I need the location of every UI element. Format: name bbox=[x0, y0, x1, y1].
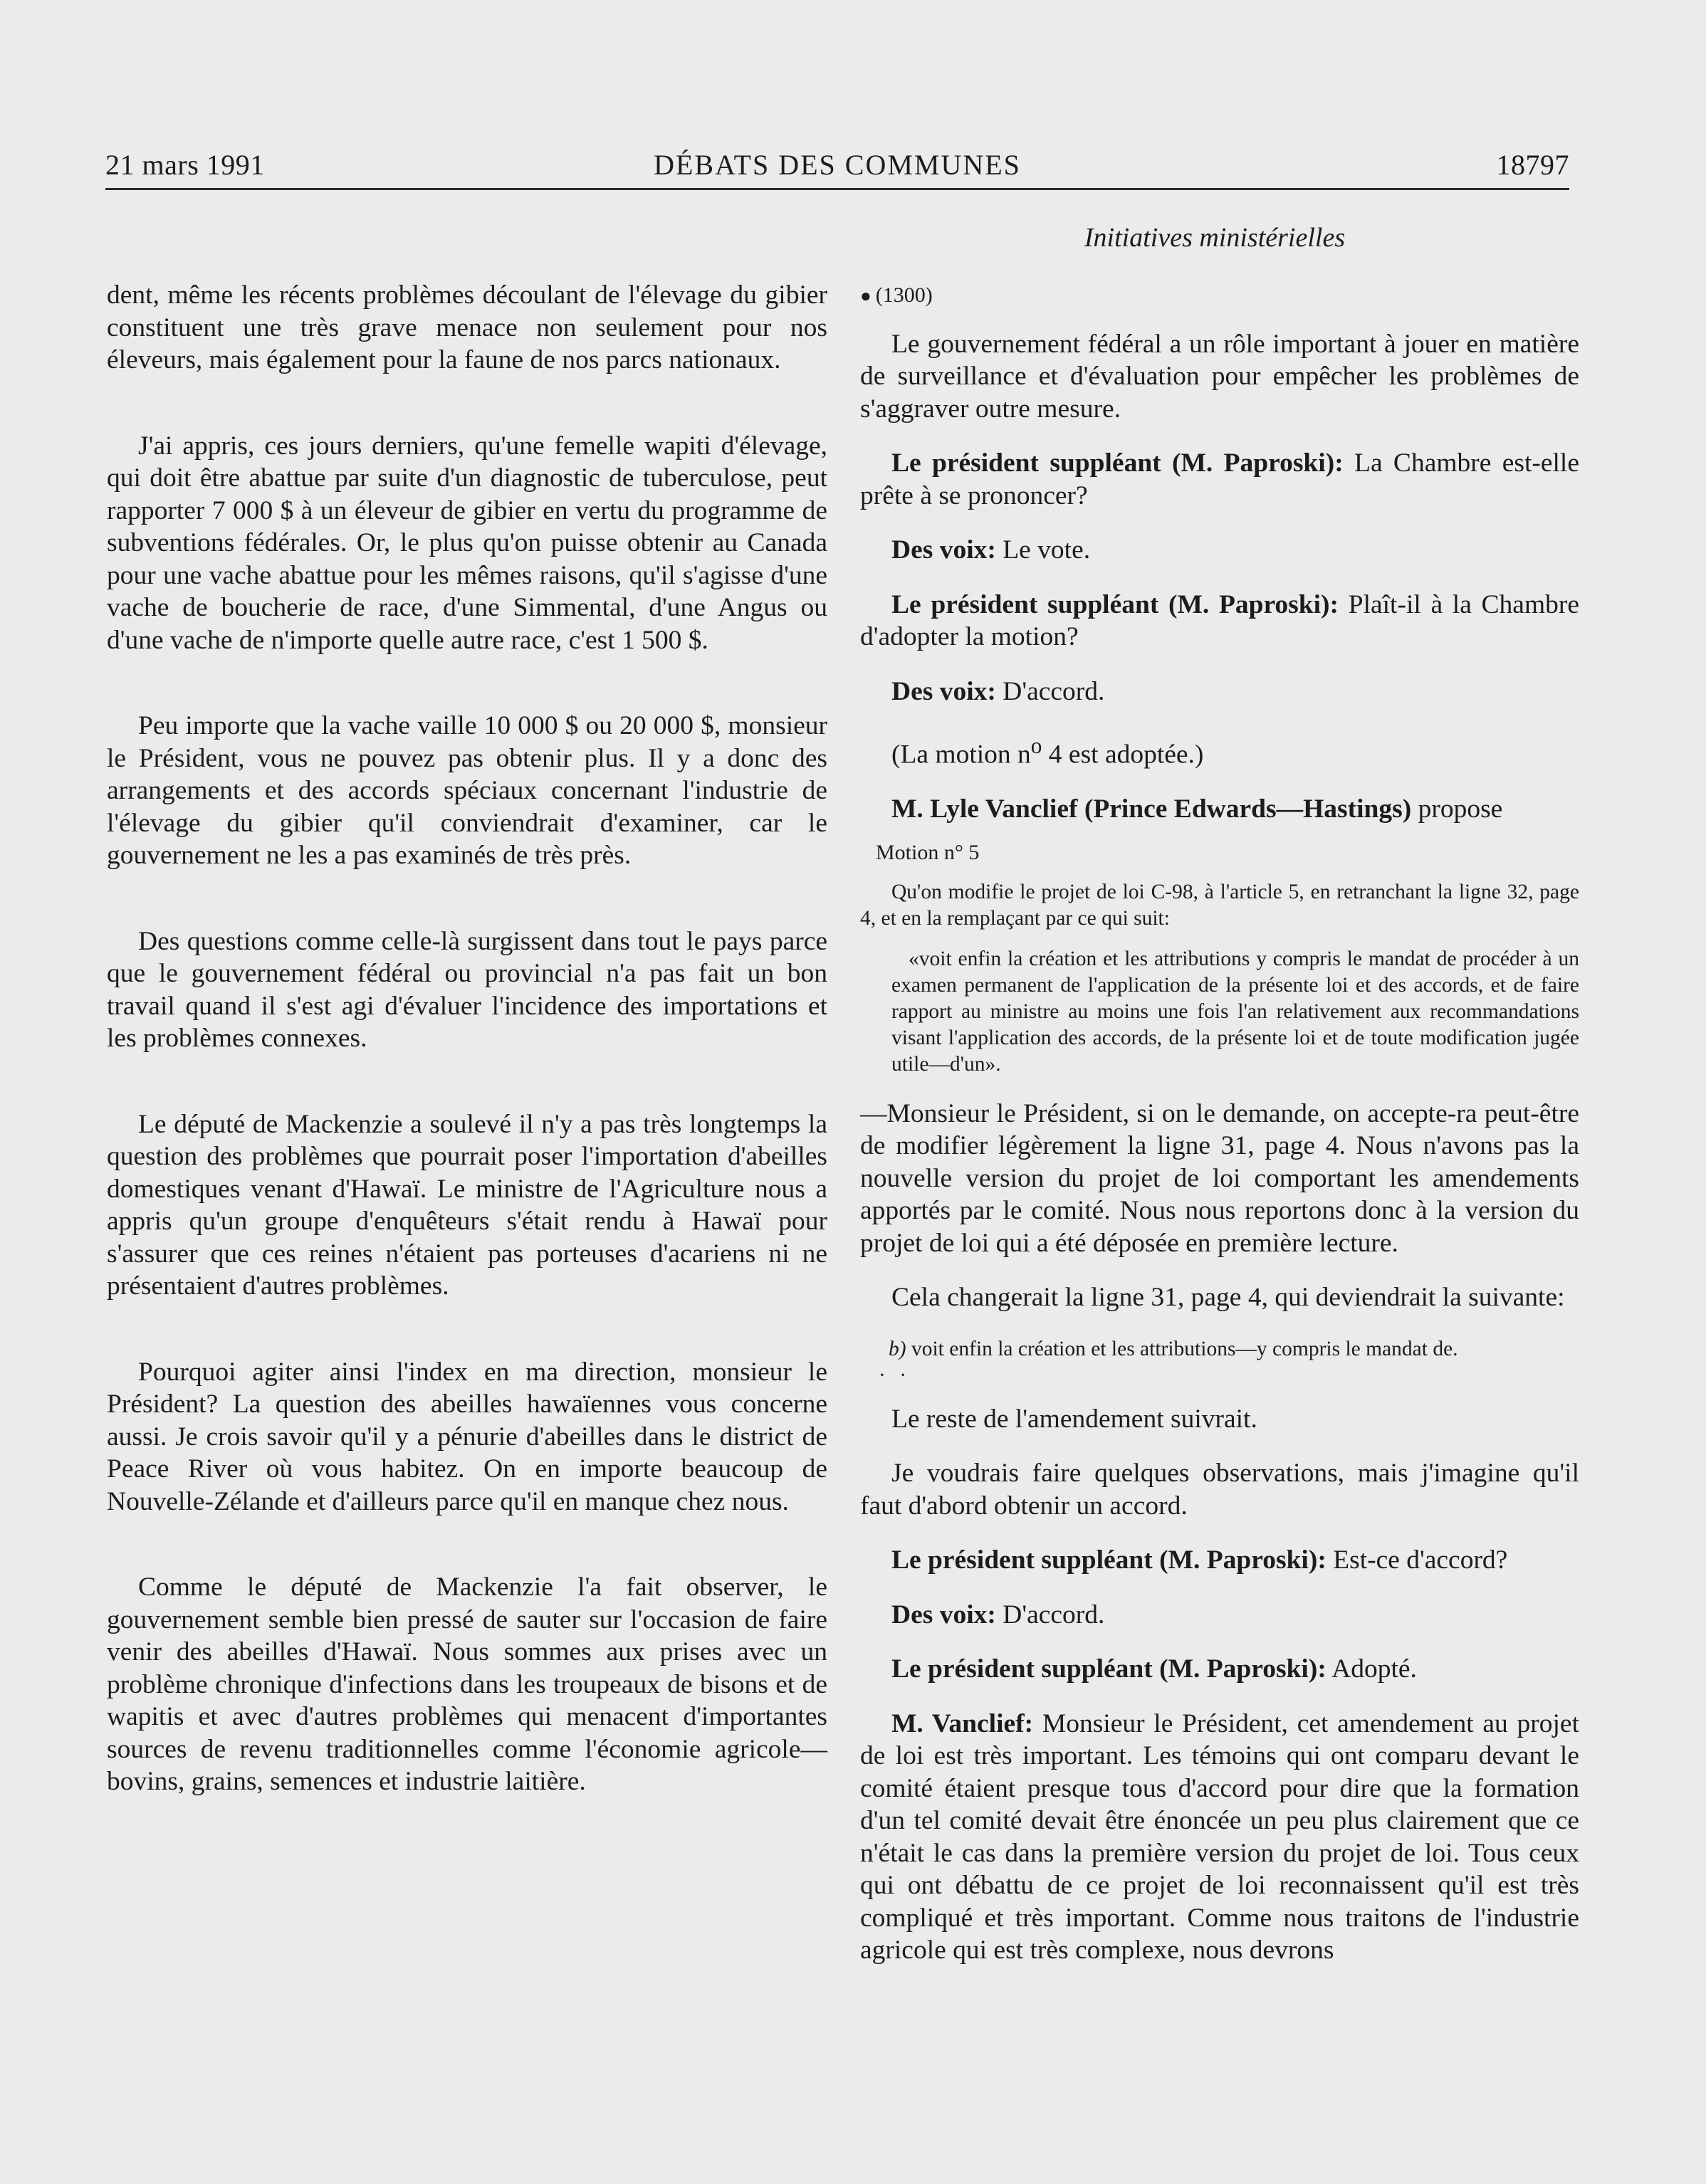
ellipsis: · · bbox=[879, 1363, 911, 1387]
speech bbox=[860, 1544, 1579, 1577]
amendment-line bbox=[860, 1336, 1579, 1389]
speech-text: Plaît-il à la Chambre d'adopter la motion? bbox=[860, 589, 1579, 651]
speech-text: Monsieur le Président, cet amendement au projet de loi est très important. Les témoins qui ont comparu devant le comité étaient presque tous d'accord pour dire que la formation d'un tel comité devait être énoncée un peu plus clairement que ce n'était le cas dans la première version du projet de loi. Tous ceux qui ont débattu de ce projet de loi reconnaissent qu'il est très compliqué et très important. Comme nous traitons de l'industrie agricole qui est très complexe, nous devrons bbox=[860, 1708, 1579, 1965]
speech-text: Le vote. bbox=[995, 535, 1091, 565]
paragraph: dent, même les récents problèmes découlant de l'élevage du gibier constituent une très grave menace non seulement pour nos éleveurs, mais également pour la faune de nos parcs nationaux. bbox=[107, 280, 827, 374]
timestamp-text: (1300) bbox=[875, 283, 933, 307]
speech-text: D'accord. bbox=[995, 1600, 1105, 1629]
speaker-name: M. Vanclief: bbox=[891, 1708, 1034, 1738]
paragraph: Le député de Mackenzie a soulevé il n'y a pas très longtemps la question des problèmes que pourrait poser l'importation d'abeilles domestiques venant d'Hawaï. Le ministre de l'Agriculture nous a appris qu'un groupe d'enquêteurs s'était rendu à Hawaï pour s'assurer que ces reines n'étaient pas porteuses d'acariens ni ne présentaient d'autres problèmes. bbox=[107, 1109, 827, 1301]
speaker-name: Des voix: bbox=[891, 535, 996, 565]
paragraph: Le reste de l'amendement suivrait. bbox=[891, 1404, 1257, 1434]
note-text: (La motion n bbox=[891, 740, 1031, 770]
speech bbox=[860, 1708, 1579, 1967]
speech-text: La Chambre est-elle prête à se prononcer? bbox=[860, 448, 1579, 510]
speech-text: D'accord. bbox=[995, 676, 1105, 706]
amendment-text: voit enfin la création et les attributions—y compris le mandat de. bbox=[906, 1337, 1458, 1360]
speech-text: Adopté. bbox=[1326, 1654, 1417, 1684]
paragraph: J'ai appris, ces jours derniers, qu'une femelle wapiti d'élevage, qui doit être abattue par suite d'un diagnostic de tuberculose, peut rapporter 7 000 $ à un éleveur de gibier en vertu du programme de subventions fédérales. Or, le plus qu'on puisse obtenir au Canada pour une vache abattue pour les mêmes raisons, qu'il s'agisse d'une vache de boucherie de race, d'une Simmental, d'une Angus ou d'une vache de n'importe quelle autre race, c'est 1 500 $. bbox=[107, 431, 827, 655]
speech bbox=[860, 589, 1579, 653]
speaker-name: Le président suppléant (M. Paproski): bbox=[891, 448, 1344, 478]
speaker-name: Des voix: bbox=[891, 676, 996, 706]
paragraph: Pourquoi agiter ainsi l'index en ma direction, monsieur le Président? La question des abeilles hawaïennes vous concerne aussi. Je crois savoir qu'il y a pénurie d'abeilles dans le district de Peace River où vous habitez. On en importe beaucoup de Nouvelle-Zélande et d'ailleurs parce qu'il en manque chez nous. bbox=[107, 1357, 827, 1516]
speaker-name: Le président suppléant (M. Paproski): bbox=[891, 1654, 1326, 1684]
paragraph: —Monsieur le Président, si on le demande, on accepte-ra peut-être de modifier légèrement la ligne 31, page 4. Nous n'avons pas la nouvelle version du projet de loi comportant les amendements apportés par le comité. Nous nous reportons donc à la version du projet de loi qui a été déposée en première lecture. bbox=[860, 1098, 1579, 1258]
speech bbox=[860, 676, 1579, 708]
speech bbox=[860, 793, 1579, 826]
paragraph: Peu importe que la vache vaille 10 000 $ ou 20 000 $, monsieur le Président, vous ne pouvez pas obtenir plus. Il y a donc des arrangements et des accords spéciaux concernant l'industrie de l'élevage du gibier qu'il conviendrait d'examiner, car le gouvernement ne les a pas examinés de très près. bbox=[107, 711, 827, 870]
paragraph: Je voudrais faire quelques observations, mais j'imagine qu'il faut d'abord obtenir un accord. bbox=[860, 1459, 1579, 1521]
speech bbox=[860, 1599, 1579, 1632]
right-column bbox=[860, 279, 1579, 1989]
header-date: 21 mars 1991 bbox=[105, 149, 265, 181]
speaker-name: M. Lyle Vanclief (Prince Edwards—Hastings) bbox=[891, 794, 1412, 824]
header-title: DÉBATS DES COMMUNES bbox=[654, 149, 1021, 181]
note-superscript: o bbox=[1030, 733, 1042, 758]
motion-text: Qu'on modifie le projet de loi C-98, à l'article 5, en retranchant la ligne 32, page 4, et en la remplaçant par ce qui suit: bbox=[860, 880, 1579, 930]
timestamp bbox=[860, 279, 1579, 313]
left-column bbox=[107, 279, 827, 1852]
header-page-number: 18797 bbox=[1496, 149, 1569, 181]
speech bbox=[860, 447, 1579, 512]
amendment-letter: b) bbox=[889, 1337, 906, 1360]
speaker-name: Le président suppléant (M. Paproski): bbox=[891, 589, 1339, 619]
motion-adopted-note bbox=[860, 730, 1579, 771]
paragraph: Des questions comme celle-là surgissent dans tout le pays parce que le gouvernement fédéral ou provincial n'a pas fait un bon travail quand il s'est agi d'évaluer l'incidence des importations et les problèmes connexes. bbox=[107, 926, 827, 1053]
section-title: Initiatives ministérielles bbox=[1084, 223, 1346, 253]
note-text: 4 est adoptée.) bbox=[1042, 740, 1204, 770]
speech-text: propose bbox=[1411, 794, 1503, 824]
speaker-name: Des voix: bbox=[891, 1600, 996, 1629]
page-header bbox=[105, 148, 1569, 190]
motion-quote: «voit enfin la création et les attributions y compris le mandat de procéder à un examen permanent de l'application de la présente loi et des accords, et de faire rapport au ministre au moins une fois l'an relativement aux recommandations visant l'application des accords, de la présente loi et de toute modification jugée utile—d'un». bbox=[891, 947, 1579, 1076]
speech bbox=[860, 1653, 1579, 1686]
paragraph: Le gouvernement fédéral a un rôle important à jouer en matière de surveillance et d'évaluation pour empêcher les problèmes de s'aggraver outre mesure. bbox=[860, 329, 1579, 424]
paragraph: Comme le député de Mackenzie l'a fait observer, le gouvernement semble bien pressé de sauter sur l'occasion de faire venir des abeilles d'Hawaï. Nous sommes aux prises avec un problème chronique d'infections dans les troupeaux de bisons et de wapitis et avec d'autres problèmes qui menacent d'importantes sources de revenu traditionnelles comme l'économie agricole—bovins, grains, semences et industrie laitière. bbox=[107, 1573, 827, 1796]
motion-label: Motion n° 5 bbox=[876, 840, 980, 864]
speaker-name: Le président suppléant (M. Paproski): bbox=[891, 1545, 1326, 1575]
speech-text: Est-ce d'accord? bbox=[1326, 1545, 1508, 1575]
speech bbox=[860, 534, 1579, 567]
bullet-icon: ● bbox=[860, 285, 872, 306]
paragraph: Cela changerait la ligne 31, page 4, qui deviendrait la suivante: bbox=[891, 1283, 1565, 1312]
